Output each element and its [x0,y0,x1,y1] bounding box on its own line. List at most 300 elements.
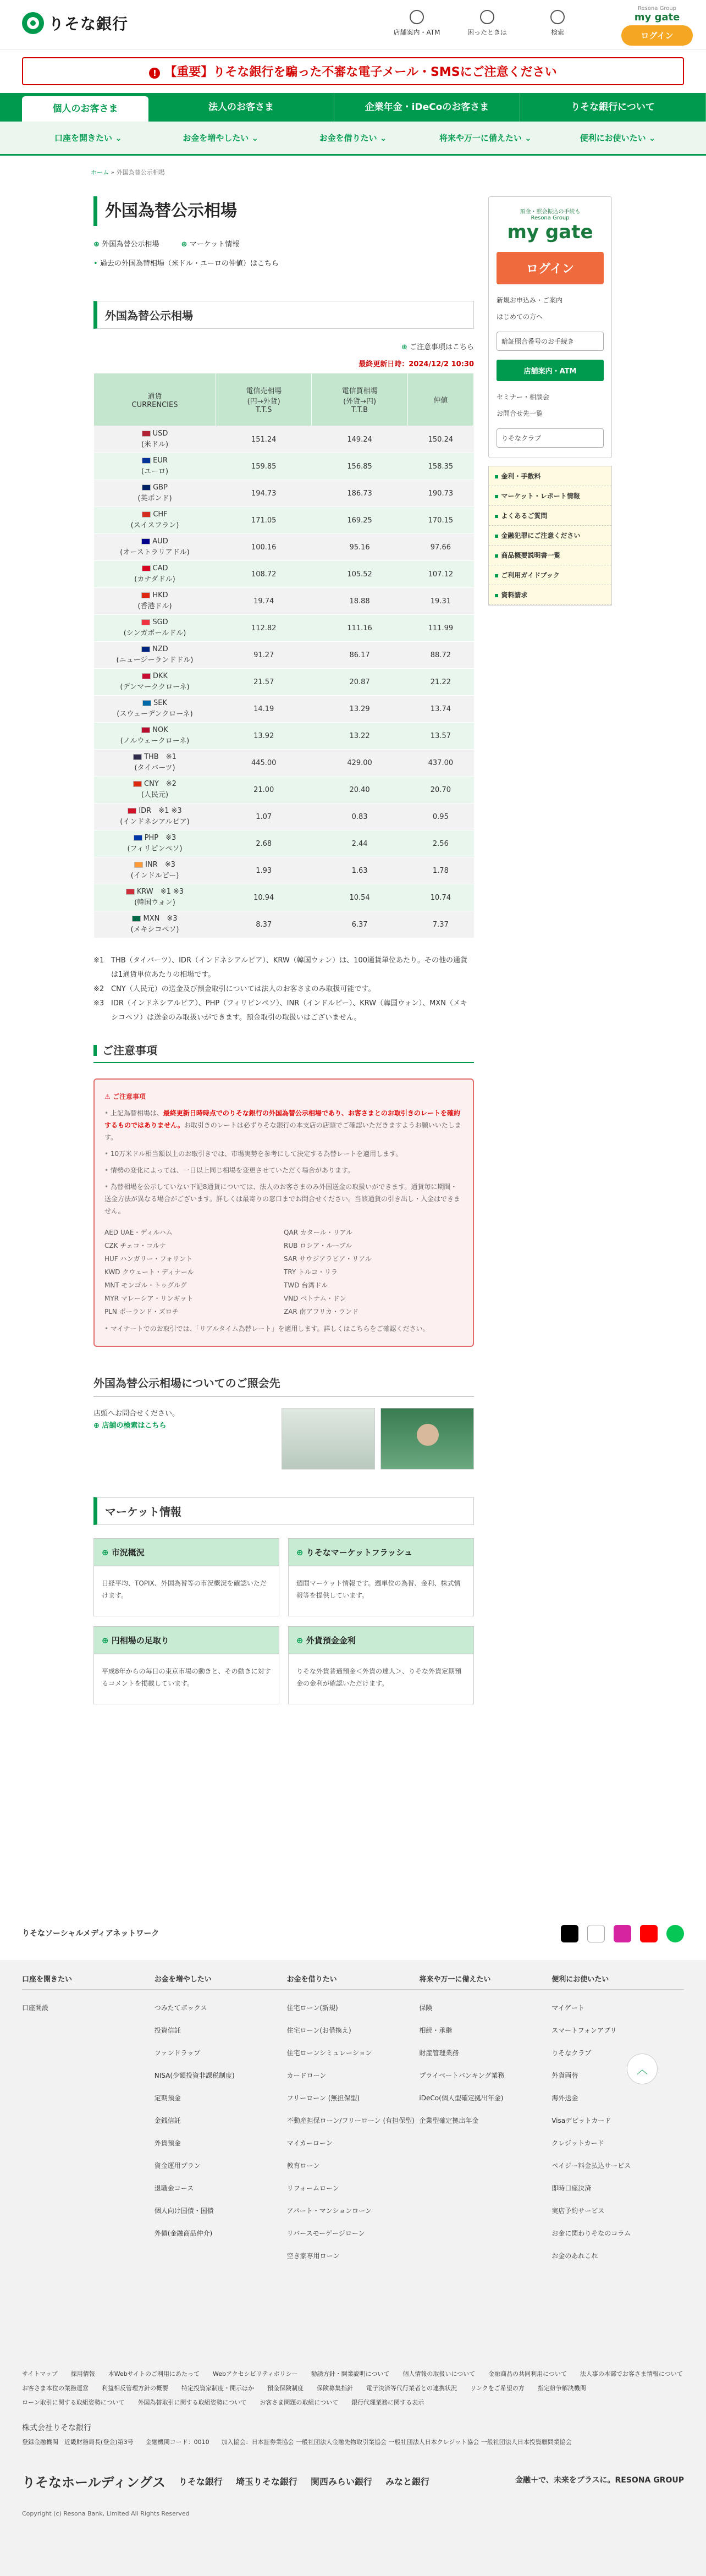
currency-name: (インドルピー) [130,872,179,880]
currency-code: KRW ※1 ※3 [136,888,184,896]
pin-procedure-button[interactable]: 暗証照合番号のお手続き [497,332,604,351]
footer-link[interactable]: 実店予約サービス [551,2207,605,2215]
currency-code: THB ※1 [144,753,176,761]
help-link[interactable]: 困ったときは [460,10,515,37]
sns-bar [22,1922,684,1955]
currency-code: SEK [153,699,167,707]
rate-row [94,696,474,723]
footer-column [551,1973,684,2260]
footer-link[interactable]: アパート・マンションローン [286,2207,372,2215]
footer-bottom-link[interactable]: お客さま問題の取組について [260,2399,339,2406]
footer-link[interactable]: 退職金コース [154,2184,194,2192]
footnote: ※3 IDR（インドネシアルピア）、PHP（フィリピンペソ）、INR（インドルピー）、KRW（韓国ウォン）、MXN（メキシコペソ）は送金のみ取扱いができます。預金取引の取扱いはございません。 [93,999,467,1022]
mygate-links [497,292,604,325]
header-nav [389,10,585,37]
header-login-button[interactable]: ログイン [621,25,693,46]
currency-item: AED UAE・ディルハム [104,1229,173,1236]
flag-icon [133,781,142,787]
caution-item: • 情勢の変化によっては、一日以上同じ相場を変更させていただく場合があります。 [104,1164,463,1176]
tts-cell: 21.57 [216,669,312,696]
rate-row [94,615,474,642]
tts-cell: 171.05 [216,507,312,534]
flag-icon [133,754,142,760]
currency-name: (インドネシアルピア) [120,818,190,826]
footer-link[interactable]: NISA(少額投資非課税制度) [154,2072,235,2079]
currency-code: GBP [153,483,168,492]
flag-icon [126,889,135,895]
footer-bottom-link[interactable]: 外国為替取引に関する取組姿勢について [137,2399,247,2406]
first-time-link[interactable]: はじめての方へ [497,313,543,321]
currency-name: (デンマーククローネ) [120,683,190,691]
footer-bottom-link[interactable]: 本Webサイトのご利用にあたって [108,2370,200,2377]
currency-name: (米ドル) [141,441,169,449]
footer-link[interactable]: クレジットカード [551,2139,604,2147]
footer-bottom-link[interactable]: 銀行代理業務に関する表示 [351,2399,424,2406]
instagram-icon[interactable] [614,1925,631,1942]
inquiry-text: 店頭へお問合せください。 [93,1410,180,1418]
caution-item: • 上記為替相場は、最終更新日時時点でのりそな銀行の外国為替公示相場であり、お客さまとのお取引きのレートを確約するものではありません。お取引きのレートは必ずりそな銀行の本支店の店頭でご確認いただきますようお願いいたします。 [104,1107,463,1143]
tts-cell: 100.16 [216,534,312,561]
mid-cell: 97.66 [407,534,473,561]
anchor-rates[interactable]: ⊕ 外国為替公示相場 [93,238,159,249]
mid-cell: 88.72 [407,642,473,669]
footer-bottom-link[interactable]: ローン取引に関する取組姿勢について [22,2399,125,2406]
flag-icon [134,835,142,841]
page-title: 外国為替公示相場 [93,196,474,226]
group-brand[interactable]: みなと銀行 [385,2476,429,2487]
currency-item: MYR マレーシア・リンギット [104,1295,194,1302]
footer-link[interactable]: 口座開設 [22,2004,49,2012]
currency-cell [94,777,216,803]
store-atm-link[interactable]: 店舗案内・ATM [389,10,444,37]
footer-column-title[interactable]: お金を借りたい [287,1973,420,1990]
currency-code: USD [152,430,168,438]
historical-rates-link[interactable]: • 過去の外国為替相場（米ドル・ユーロの仲値）はこちら [93,257,474,268]
flag-icon [142,511,151,518]
menu-guidebook[interactable]: ▪ ご利用ガイドブック [489,565,611,585]
mid-cell: 13.57 [407,723,473,750]
menu-fraud[interactable]: ▪ 金融犯罪にご注意ください [489,526,611,546]
help-icon [480,10,494,24]
footer-link[interactable]: 住宅ローン(新規) [286,2004,338,2012]
market-heading: マーケット情報 [93,1497,474,1525]
mygate-group-label: Resona Group [637,5,677,12]
ttb-cell: 0.83 [312,803,407,830]
rate-row [94,534,474,561]
mygate-panel [488,196,612,458]
footer-bottom-link[interactable]: 電子決済等代行業者との連携状況 [366,2385,457,2392]
tts-cell: 10.94 [216,884,312,911]
currency-item: RUB ロシア・ルーブル [284,1242,352,1250]
footer-link[interactable]: iDeCo(個人型確定拠出年金) [419,2094,504,2102]
currency-cell [94,803,216,830]
group-brand[interactable]: りそなホールディングス [22,2475,166,2490]
footer-link[interactable]: 財産管理業務 [419,2049,459,2057]
ttb-cell: 156.85 [312,453,407,480]
rate-row [94,561,474,588]
footer-column-title[interactable]: 口座を開きたい [22,1973,155,1990]
footer-link[interactable]: ペイジー料金払込サービス [551,2162,631,2170]
currency-name: (カナダドル) [134,575,175,584]
footer-link[interactable]: 個人向け国債・国債 [154,2207,214,2215]
footer-link[interactable]: 教育ローン [286,2162,320,2170]
tts-cell: 21.00 [216,777,312,803]
rates-table [93,373,474,938]
footer-link[interactable]: リバースモーゲージローン [286,2230,365,2237]
footer-link[interactable]: カードローン [286,2072,327,2079]
footer-bottom-link[interactable]: 預金保険制度 [267,2385,304,2392]
caution-item: • 為替相場を公示していない下記8通貨については、法人のお客さまのみ外国送金の取扱いができます。通貨毎に期間・送金方法が異なる場合がございます。詳しくは最寄りの窓口までお問合せください。当該通貨の引き出し・入金はできません。 [104,1181,463,1217]
location-icon [410,10,424,24]
rate-row [94,750,474,777]
ttb-cell: 169.25 [312,507,407,534]
mid-cell: 170.15 [407,507,473,534]
mid-cell: 13.74 [407,696,473,723]
footnote: ※2 CNY（人民元）の送金及び預金取引については法人のお客さまのみ取扱可能です。 [93,985,376,993]
anchor-links [93,238,474,249]
footer-link[interactable]: マイカーローン [286,2139,333,2147]
ttb-cell: 13.29 [312,696,407,723]
footer-column-title[interactable]: お金を増やしたい [155,1973,287,1990]
currency-name: (ニュージーランドドル) [116,656,194,664]
currency-code: NZD [152,645,168,653]
mygate-group: Resona Group [531,215,570,221]
search-link[interactable]: 検索 [530,10,585,37]
important-alert[interactable]: ! 【重要】りそな銀行を騙った不審な電子メール・SMSにご注意ください [22,57,684,85]
currency-name: (ノルウェークローネ) [120,737,190,745]
currency-code: SGD [152,618,168,626]
footer-bottom-link[interactable]: Webアクセシビリティポリシー [213,2370,298,2377]
ttb-cell: 13.22 [312,723,407,750]
footer-column [22,1973,155,2260]
resona-club-banner[interactable]: りそなクラブ [497,428,604,448]
market-card-yen[interactable]: ⊕ 円相場の足取り 平成8年からの毎日の東京市場の動きと、その動きに対するコメントを掲載しています。 [93,1626,279,1704]
rate-row [94,830,474,857]
footer-link[interactable]: マイゲート [551,2004,584,2012]
footer-bottom-link[interactable]: 金融商品の共同利用について [488,2370,567,2377]
group-brand[interactable]: りそな銀行 [178,2476,223,2487]
line-icon[interactable] [666,1925,684,1942]
flag-icon [141,592,150,598]
note-icon[interactable] [587,1925,605,1942]
currency-item: TWD 台湾ドル [284,1281,328,1289]
mid-cell: 19.31 [407,588,473,615]
currency-cell [94,723,216,750]
store-atm-button[interactable]: 店舗案内・ATM [497,360,604,381]
footer-link[interactable]: 投資信託 [154,2027,181,2034]
currency-code: HKD [152,591,168,599]
tts-cell: 112.82 [216,615,312,642]
mid-cell: 21.22 [407,669,473,696]
inquiry [93,1408,474,1469]
market-card-flash[interactable]: ⊕ りそなマーケットフラッシュ 週間マーケット情報です。週単位の為替、金利、株式情報等を提供しています。 [288,1538,474,1616]
tts-cell: 108.72 [216,561,312,588]
footnote: ※1 THB（タイバーツ）、IDR（インドネシアルピア）、KRW（韓国ウォン）は、100通貨単位あたり。その他の通貨は1通貨単位あたりの相場です。 [93,956,468,979]
mid-cell: 10.74 [407,884,473,911]
market-card-overview[interactable]: ⊕ 市況概況 日経平均、TOPIX、外国為替等の市況概況を確認いただけます。 [93,1538,279,1616]
mid-cell: 7.37 [407,911,473,938]
breadcrumb-home[interactable]: ホーム [91,169,109,176]
branch-photo [282,1408,375,1469]
gnav-personal[interactable]: 個人のお客さま [22,96,148,122]
ttb-cell: 10.54 [312,884,407,911]
search-icon [550,10,565,24]
rate-row [94,723,474,750]
contact-list-link[interactable]: お問合せ先一覧 [497,410,543,417]
footer-link[interactable]: フリーローン (無担保型) [286,2094,360,2102]
mid-cell: 437.00 [407,750,473,777]
footer-column-title[interactable]: 便利にお使いたい [551,1973,684,1990]
anchor-market[interactable]: ⊕ マーケット情報 [181,238,239,249]
currency-cell [94,534,216,561]
footer-link[interactable]: 資金運用プラン [154,2162,201,2170]
mygate-tagline: 預金・照会振込の手続も [520,209,581,215]
currency-name: (スウェーデンクローネ) [117,710,193,718]
youtube-icon[interactable] [640,1925,658,1942]
flag-icon [141,646,150,652]
footer-link[interactable]: 外貨預金 [154,2139,181,2147]
sidebar-login-button[interactable]: ログイン [497,252,604,284]
footer-column-title[interactable]: 将来や万一に備えたい [419,1973,551,1990]
rates-heading: 外国為替公示相場 [93,301,474,329]
rate-row [94,642,474,669]
currency-code: CAD [152,564,168,573]
gnav-pension[interactable]: 企業年金・iDeCoのお客さま [334,93,520,122]
menu-market-report[interactable]: ▪ マーケット・レポート情報 [489,486,611,506]
mid-cell: 2.56 [407,830,473,857]
currency-cell [94,857,216,884]
subnav-convenient[interactable]: 便利にお使いたい ⌄ [551,132,684,144]
footer-column [419,1973,551,2260]
footer-link[interactable]: 外貨両替 [551,2072,578,2079]
currency-name: (メキシコペソ) [130,926,179,934]
subnav-prepare[interactable]: 将来や万一に備えたい ⌄ [419,132,551,144]
footer-link[interactable]: 即時口座決済 [551,2184,592,2192]
breadcrumb-current: 外国為替公示相場 [116,169,165,176]
x-icon[interactable] [561,1925,578,1942]
currency-code: CHF [153,510,168,519]
rate-row [94,426,474,453]
mid-cell: 111.99 [407,615,473,642]
tts-cell: 13.92 [216,723,312,750]
slogan: 金融＋で、未来をプラスに。RESONA GROUP [515,2476,684,2485]
footer-bottom-link[interactable]: 法人事の本部でお客さま情報について [580,2370,683,2377]
tts-cell: 19.74 [216,588,312,615]
resona-logo-icon [22,12,44,34]
mygate-logo: my gate [634,12,680,23]
currency-code: AUD [152,537,168,546]
currency-name: (人民元) [141,791,169,799]
footer-bottom-link[interactable]: 勧誘方針・開業説明について [311,2370,390,2377]
footer-bottom-link[interactable]: お客さま本位の業務運営 [22,2385,89,2392]
currency-cell [94,507,216,534]
staff-photo [380,1408,474,1469]
currency-cell [94,426,216,453]
col-mid: 仲値 [407,373,473,426]
store-search-link[interactable]: ⊕ 店舗の検索はこちら [93,1422,166,1430]
flag-icon [142,485,151,491]
footer-bottom-link[interactable]: リンクをご希望の方 [470,2385,525,2392]
sub-nav [0,122,706,156]
footer-link[interactable]: つみたてボックス [154,2004,207,2012]
caution-item[interactable]: • マイナートでのお取引では、「リアルタイム為替レート」を適用します。詳しくはこちらをご確認ください。 [104,1323,463,1335]
footer-link[interactable]: 定期預金 [154,2094,181,2102]
footer-links [22,2367,684,2410]
page-top-button[interactable]: ︿ [627,2054,658,2084]
footer-bottom-link[interactable]: 採用情報 [70,2370,95,2377]
currency-item: KWD クウェート・ディナール [104,1268,194,1276]
copyright: Copyright (c) Resona Bank, Limited All Rights Reserved [22,2510,190,2517]
corp-info: 登録金融機関 近畿財務局長(登金)第3号 金融機関コード：0010 加入協会：日本証券業協会 一般社団法人金融先物取引業協会 一般社団法人日本クレジット協会 一般社団法人日本投資顧問業協会 [22,2439,572,2446]
ttb-cell: 1.63 [312,857,407,884]
flag-icon [141,538,150,544]
footer-link[interactable]: 住宅ローンシミュレーション [286,2049,372,2057]
ttb-cell: 111.16 [312,615,407,642]
ttb-cell: 105.52 [312,561,407,588]
footer-bottom-link[interactable]: サイトマップ [22,2370,58,2377]
currency-item: HUF ハンガリー・フォリント [104,1255,192,1263]
rate-row [94,803,474,830]
footer-link[interactable]: 金銭信託 [154,2117,181,2124]
footer-link[interactable]: 不動産担保ローン/フリーローン (有担保型) [286,2117,415,2124]
group-brand[interactable]: 関西みらい銀行 [310,2476,372,2487]
footer-link[interactable]: Visaデビットカード [551,2117,611,2124]
caution-link[interactable]: ⊕ ご注意事項はこちら [93,341,474,351]
ttb-cell: 20.87 [312,669,407,696]
footer-link[interactable]: プライベートバンキング業務 [419,2072,505,2079]
tts-cell: 1.93 [216,857,312,884]
mid-cell: 20.70 [407,777,473,803]
footer-link[interactable]: りそなクラブ [551,2049,592,2057]
menu-product-docs[interactable]: ▪ 商品概要説明書一覧 [489,546,611,565]
mid-cell: 150.24 [407,426,473,453]
currency-code: MXN ※3 [143,915,178,923]
footer-link[interactable]: お金のあれこれ [551,2252,598,2260]
footer-link[interactable]: 外債(金融商品仲介) [154,2230,213,2237]
mygate-header [621,5,693,46]
group-brand[interactable]: 埼玉りそな銀行 [235,2476,297,2487]
footer-link[interactable]: スマートフォンアプリ [551,2027,617,2034]
rate-row [94,588,474,615]
mid-cell: 0.95 [407,803,473,830]
ttb-cell: 149.24 [312,426,407,453]
footer-columns [0,1960,706,2260]
footer-bottom-link[interactable]: 個人情報の取扱いについて [402,2370,476,2377]
global-nav [0,93,706,122]
brand-logo[interactable] [22,12,128,34]
tts-cell: 2.68 [216,830,312,857]
ttb-cell: 86.17 [312,642,407,669]
seminar-link[interactable]: セミナー・相談会 [497,393,550,401]
currency-name: (香港ドル) [137,602,172,610]
group-brands [22,2472,429,2491]
currency-item: VND ベトナム・ドン [284,1295,346,1302]
rate-row [94,669,474,696]
breadcrumb: ホーム » 外国為替公示相場 [91,169,165,176]
currency-cell [94,750,216,777]
subnav-invest[interactable]: お金を増やしたい ⌄ [155,132,287,144]
alert-icon: ! [149,68,160,79]
menu-rates-fees[interactable]: ▪ 金利・手数料 [489,466,611,486]
caution-box [93,1078,474,1347]
currency-cell [94,669,216,696]
flag-icon [142,565,151,571]
mygate-logo-large: my gate [507,221,593,243]
currency-cell [94,642,216,669]
footer-link[interactable]: 海外送金 [551,2094,578,2102]
footer-link[interactable]: 企業型確定拠出年金 [419,2117,479,2124]
gnav-corporate[interactable]: 法人のお客さま [148,93,334,122]
caution-item: • 10万米ドル相当額以上のお取引きでは、市場実勢を参考にして決定する為替レートを適用します。 [104,1148,463,1160]
currency-cell [94,453,216,480]
flag-icon [142,458,151,464]
market-card-deposit-rate[interactable]: ⊕ 外貨預金金利 りそな外貨普通預金＜外貨の達人＞、りそな外貨定期預金の金利が確認いただけます。 [288,1626,474,1704]
footer-bottom-link[interactable]: 特定投資家制度・開示ほか [181,2385,254,2392]
signup-link[interactable]: 新規お申込み・ご案内 [497,296,563,304]
currency-code: PHP ※3 [144,834,176,842]
footer-link[interactable]: お金に関わりそなのコラム [551,2230,631,2237]
sidebar [488,196,612,606]
footer-column [287,1973,420,2260]
main-column [93,196,474,1704]
tts-cell: 1.07 [216,803,312,830]
currency-name: (ユーロ) [141,467,169,476]
unquoted-currencies [104,1226,463,1318]
col-ttb: 電信買相場 (外貨→円) T.T.B [312,373,407,426]
currency-code: CNY ※2 [144,780,176,788]
footer-link[interactable]: リフォームローン [286,2184,339,2192]
footer-column [155,1973,287,2260]
ttb-cell: 186.73 [312,480,407,507]
tts-cell: 159.85 [216,453,312,480]
col-tts: 電信売相場 (円→外貨) T.T.S [216,373,312,426]
footer-bottom-link[interactable]: 指定紛争解決機関 [537,2385,586,2392]
rate-row [94,507,474,534]
footer-link[interactable]: 相続・承継 [419,2027,453,2034]
footer-link[interactable]: 空き家専用ローン [286,2252,340,2260]
last-updated: 最終更新日時：2024/12/2 10:30 [358,360,474,368]
col-currency: 通貨 CURRENCIES [94,373,216,426]
gnav-about[interactable]: りそな銀行について [520,93,706,122]
footer-link[interactable]: 保険 [419,2004,433,2012]
currency-name: (タイバーツ) [134,764,175,772]
inquiry-heading: 外国為替公示相場についてのご照会先 [93,1374,474,1397]
flag-icon [128,808,136,814]
currency-cell [94,884,216,911]
footer-bottom-link[interactable]: 利益相反管理方針の概要 [102,2385,168,2392]
currency-item: MNT モンゴル・トゥグルグ [104,1281,187,1289]
tts-cell: 194.73 [216,480,312,507]
subnav-borrow[interactable]: お金を借りたい ⌄ [287,132,420,144]
ttb-cell: 95.16 [312,534,407,561]
currency-cell [94,480,216,507]
footer-link[interactable]: ファンドラップ [154,2049,201,2057]
menu-request-docs[interactable]: ▪ 資料請求 [489,585,611,605]
currency-name: (韓国ウォン) [134,899,175,907]
currency-cell [94,588,216,615]
tts-cell: 151.24 [216,426,312,453]
footer-link[interactable]: 住宅ローン(お借換え) [286,2027,351,2034]
subnav-open-account[interactable]: 口座を開きたい ⌄ [22,132,155,144]
currency-name: (フィリピンペソ) [127,845,183,853]
sns-title: りそなソーシャルメディアネットワーク [22,1929,159,1938]
menu-faq[interactable]: ▪ よくあるご質問 [489,506,611,526]
footer-bottom-link[interactable]: 保険募集指針 [317,2385,353,2392]
currency-item: TRY トルコ・リラ [284,1268,338,1276]
ttb-cell: 429.00 [312,750,407,777]
mid-cell: 158.35 [407,453,473,480]
sidebar-menu [488,466,612,606]
